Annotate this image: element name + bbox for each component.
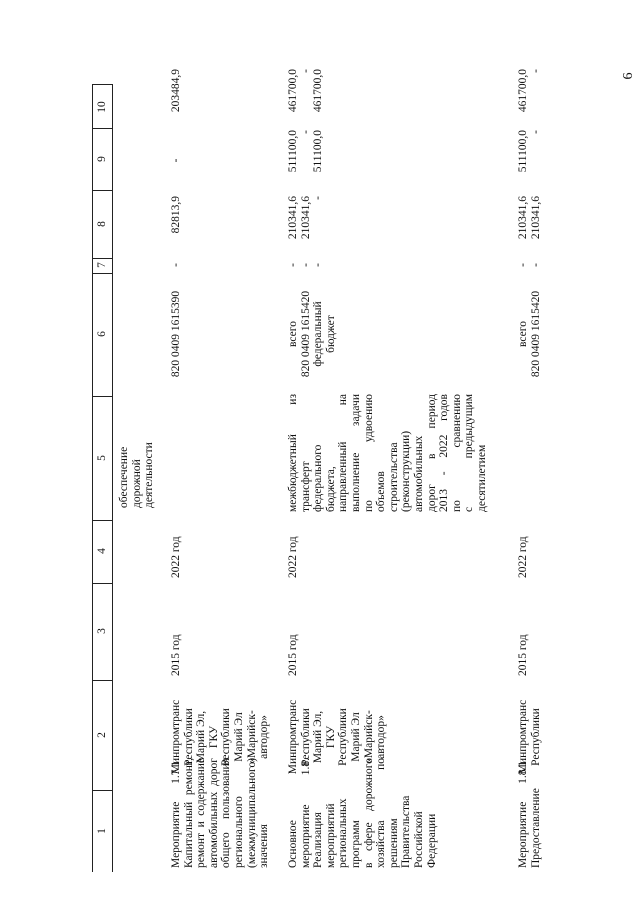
- row-2-col7: [287, 258, 325, 272]
- text-line: 210341,6: [287, 196, 299, 240]
- header-cell-5: 5: [96, 455, 108, 461]
- row-1-col8: [170, 196, 183, 256]
- row-1-col10: [170, 69, 183, 127]
- header-cell-1: 1: [96, 828, 108, 834]
- text-line: Минпромтранс: [517, 699, 529, 775]
- header-separator: [92, 190, 112, 191]
- text-line: 820 0409 1615420: [299, 290, 312, 378]
- text-line: направленный на: [337, 394, 350, 512]
- row-3-col6: [517, 273, 542, 395]
- row-1-col6: [170, 273, 183, 395]
- text-line: Предоставление: [529, 788, 542, 868]
- header-cell-6: 6: [96, 331, 108, 337]
- text-line: «Марийск-: [362, 710, 375, 764]
- text-line: 820 0409 1615420: [529, 290, 542, 378]
- text-line: -: [170, 158, 182, 163]
- text-line: Мероприятие 1.7.1.: [170, 758, 182, 868]
- row-3-col7: [517, 258, 542, 272]
- row-2-col2: [287, 688, 388, 786]
- text-line: федеральный: [312, 301, 325, 367]
- text-line: Республики: [182, 708, 195, 766]
- row-2-col10: [287, 69, 325, 127]
- row-2-col4: [287, 518, 300, 578]
- text-line: -: [299, 263, 312, 267]
- text-line: «Марийск-: [245, 710, 258, 764]
- text-line: дорог в период: [425, 394, 438, 512]
- text-line: строительства: [387, 442, 400, 512]
- text-line: автомобильных: [412, 435, 425, 512]
- text-line: (межмуниципального): [245, 757, 258, 868]
- text-line: Реализация: [312, 812, 325, 868]
- row-3-col9: [517, 130, 542, 188]
- header-separator: [92, 680, 112, 681]
- text-line: 2022 год: [517, 536, 529, 578]
- text-line: 820 0409 1615390: [170, 290, 182, 378]
- row-1-col4: [170, 518, 183, 578]
- table-outer-left-rule: [92, 84, 93, 872]
- text-line: -: [517, 263, 529, 267]
- text-line: ГКУ: [324, 725, 337, 749]
- header-cell-8: 8: [96, 221, 108, 227]
- page-number: 6: [621, 72, 636, 80]
- text-line: Мероприятие 1.8.1.: [517, 758, 529, 868]
- row-3-col4: [517, 518, 530, 578]
- header-separator: [92, 583, 112, 584]
- text-line: Правительства: [400, 795, 413, 868]
- header-cell-9: 9: [96, 156, 108, 162]
- text-line: -: [170, 263, 182, 267]
- header-separator: [92, 790, 112, 791]
- text-line: ГКУ: [207, 725, 220, 749]
- text-line: деятельности: [143, 442, 156, 508]
- text-line: трансферт: [299, 461, 312, 512]
- text-line: 210341,6: [517, 196, 529, 240]
- text-line: 511100,0: [517, 130, 529, 173]
- row-2-col3: [287, 606, 300, 676]
- text-line: автомобильных дорог: [207, 758, 220, 868]
- text-line: выполнение задачи: [349, 394, 362, 512]
- text-line: 82813,9: [170, 196, 182, 234]
- text-line: межбюджетный из: [287, 394, 299, 512]
- text-line: федерального: [312, 444, 325, 512]
- row-1-col2: [170, 688, 271, 786]
- text-line: Марий Эл,: [195, 710, 208, 764]
- text-line: регионального: [232, 796, 245, 868]
- text-line: всего: [287, 321, 299, 347]
- header-separator: [92, 396, 112, 397]
- text-line: бюджет: [324, 315, 337, 353]
- header-cell-7: 7: [96, 262, 108, 268]
- text-line: Российской Федерации: [412, 811, 438, 868]
- text-line: 511100,0: [287, 130, 299, 173]
- text-line: десятилетием: [475, 444, 488, 512]
- text-line: ремонт и содержание: [195, 758, 208, 868]
- text-line: автодор»: [258, 715, 271, 759]
- text-line: в сфере дорожного: [362, 758, 375, 868]
- row-3-col10: [517, 69, 542, 127]
- text-line: 511100,0: [312, 130, 325, 173]
- text-line: 2015 год: [170, 634, 182, 676]
- text-line: обеспечение: [118, 446, 130, 508]
- text-line: -: [299, 69, 312, 73]
- text-line: хозяйства по решениям: [375, 758, 400, 868]
- text-line: Капитальный ремонт,: [182, 758, 195, 868]
- text-line: 2022 год: [287, 536, 299, 578]
- row-3-col2: [517, 688, 542, 786]
- row-1-col9: [170, 133, 183, 188]
- text-line: -: [299, 130, 312, 134]
- text-line: 461700,0: [312, 69, 325, 113]
- continuation-text: [118, 413, 156, 508]
- text-line: 2015 год: [517, 634, 529, 676]
- header-inner-rule: [112, 84, 113, 872]
- header-separator: [92, 128, 112, 129]
- row-1-col3: [170, 606, 183, 676]
- text-line: Республики: [337, 708, 350, 766]
- text-line: Марий Эл,: [312, 710, 325, 764]
- text-line: Республики: [529, 708, 542, 766]
- text-line: 461700,0: [517, 69, 529, 113]
- text-line: мероприятий: [324, 803, 337, 868]
- row-2-col5: [287, 394, 489, 512]
- header-cell-10: 10: [96, 101, 108, 113]
- text-line: всего: [517, 321, 529, 347]
- text-line: Минпромтранс: [287, 699, 299, 775]
- text-line: 203484,9: [170, 69, 182, 113]
- text-line: 210341,6: [299, 196, 312, 240]
- text-line: дорожной: [130, 459, 143, 508]
- text-line: 210341,6: [529, 196, 542, 240]
- text-line: Марий Эл: [349, 712, 362, 762]
- text-line: с предыдущим: [463, 394, 476, 512]
- text-line: региональных программ: [337, 798, 362, 868]
- text-line: -: [287, 263, 299, 267]
- text-line: 461700,0: [287, 69, 299, 113]
- text-line: (реконструкции): [400, 430, 413, 512]
- row-3-col3: [517, 606, 530, 676]
- text-line: бюджета,: [324, 466, 337, 512]
- text-line: объемов: [375, 471, 388, 512]
- text-line: -: [529, 263, 542, 267]
- text-line: 2022 год: [170, 536, 182, 578]
- text-line: Минпромтранс: [170, 699, 182, 775]
- header-cell-2: 2: [96, 732, 108, 738]
- row-2-col9: [287, 130, 325, 188]
- row-2-col6: [287, 273, 337, 395]
- text-line: Республики: [220, 708, 233, 766]
- text-line: Марий Эл: [232, 712, 245, 762]
- text-line: 2015 год: [287, 634, 299, 676]
- text-line: -: [312, 196, 325, 200]
- table-top-rule: [92, 84, 112, 85]
- text-line: Основное: [287, 820, 299, 868]
- text-line: 2013 - 2022 годов: [438, 394, 451, 512]
- text-line: автодор»: [375, 715, 388, 759]
- text-line: общего пользования: [220, 758, 233, 868]
- header-separator: [92, 520, 112, 521]
- text-line: -: [529, 69, 542, 73]
- header-cell-3: 3: [96, 628, 108, 634]
- text-line: по удвоению: [362, 394, 375, 512]
- text-line: значения: [258, 824, 271, 868]
- text-line: -: [529, 130, 542, 134]
- text-line: -: [312, 263, 325, 267]
- header-cell-4: 4: [96, 548, 108, 554]
- row-3-col8: [517, 196, 542, 256]
- text-line: мероприятие 1.8.: [299, 758, 312, 868]
- row-2-col8: [287, 196, 325, 256]
- row-1-col7: [170, 258, 183, 272]
- text-line: по сравнению: [450, 394, 463, 512]
- text-line: Республики: [299, 708, 312, 766]
